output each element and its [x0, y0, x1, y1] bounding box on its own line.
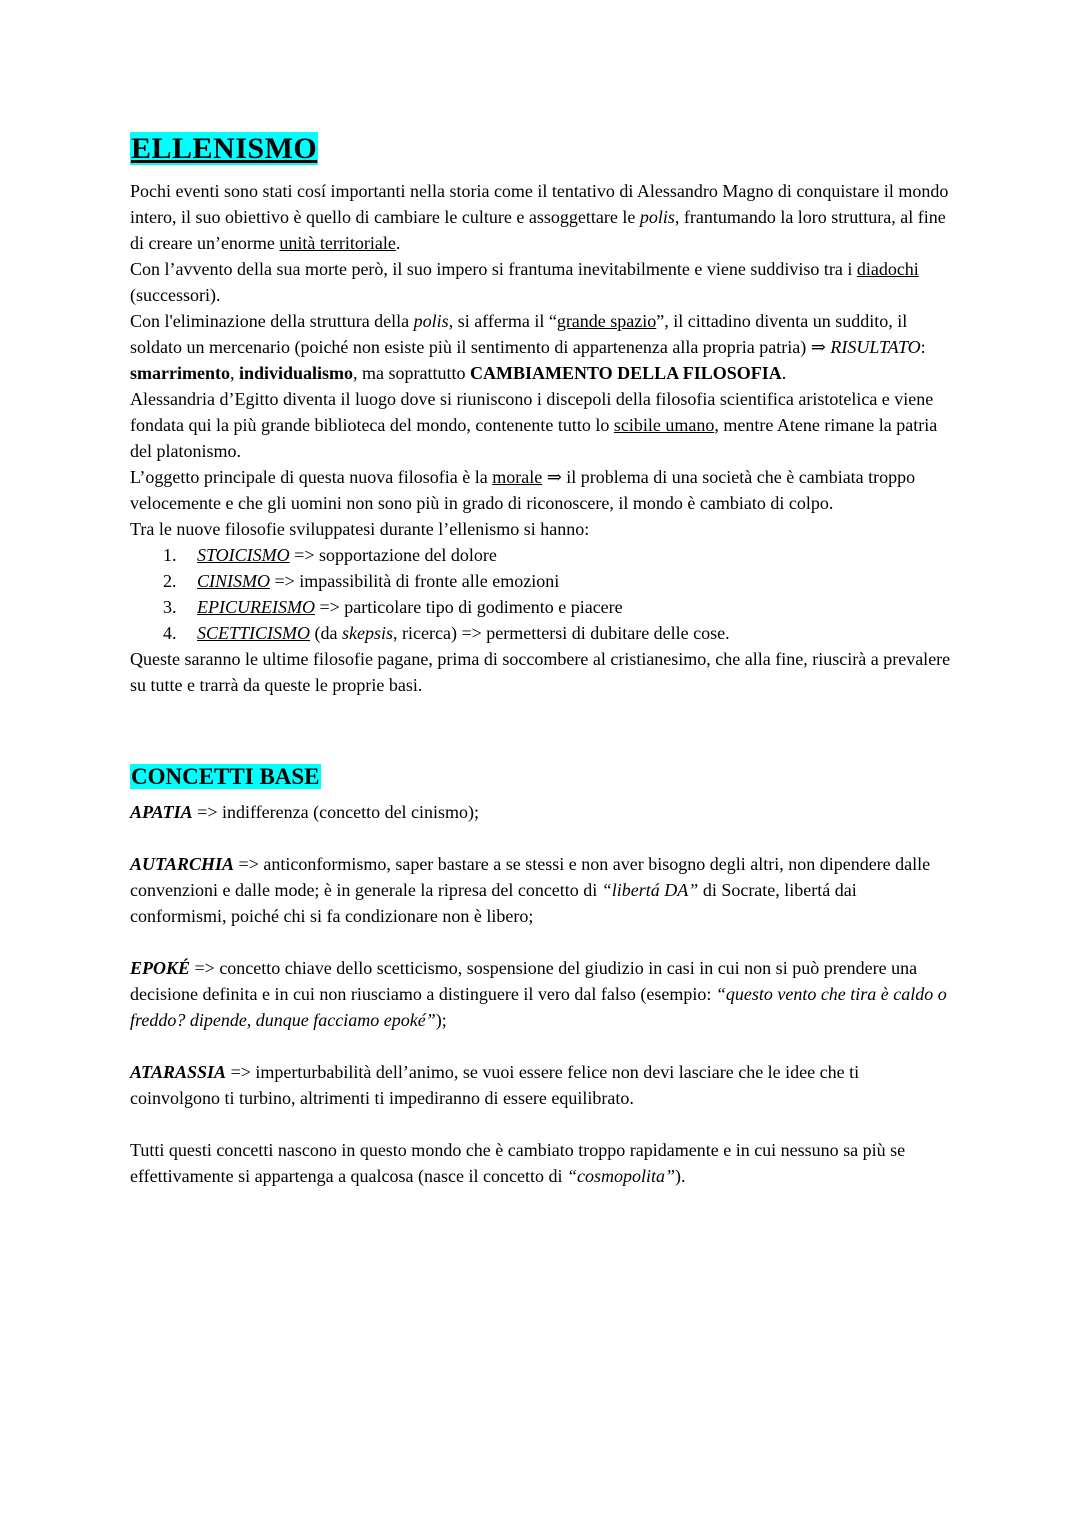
paragraph	[130, 464, 952, 516]
paragraph	[130, 178, 952, 256]
text-run: grande spazio	[556, 311, 657, 331]
text-run: , ricerca) => permettersi di dubitare delle cose.	[393, 623, 730, 643]
text-run: , ma soprattutto	[353, 363, 470, 383]
text-run: => particolare tipo di godimento e piacere	[314, 597, 623, 617]
list-marker: 4.	[163, 623, 177, 643]
list-marker: 1.	[163, 545, 177, 565]
list-item	[163, 568, 952, 594]
text-run: polis	[413, 311, 449, 331]
text-run: unità territoriale	[279, 233, 396, 253]
text-run: => impassibilità di fronte alle emozioni	[270, 571, 560, 591]
spacer	[130, 1111, 952, 1137]
paragraph	[130, 516, 952, 542]
text-run: Tutti questi concetti nascono in questo mondo che è cambiato troppo rapidamente e in cui nessuno sa più se effettivamente si appartenga a qualcosa (nasce il concetto di	[130, 1140, 906, 1186]
document-body	[130, 130, 952, 1189]
text-run: SCETTICISMO	[197, 623, 311, 643]
text-run: ).	[675, 1166, 686, 1186]
text-run: (da	[310, 623, 342, 643]
paragraph	[130, 799, 952, 825]
text-run: (successori).	[130, 285, 221, 305]
text-run: );	[435, 1010, 447, 1030]
list-item	[163, 594, 952, 620]
spacer	[130, 1033, 952, 1059]
list-text	[197, 620, 952, 646]
text-run: smarrimento	[130, 363, 230, 383]
list-marker: 2.	[163, 571, 177, 591]
paragraph	[130, 386, 952, 464]
list-marker: 3.	[163, 597, 177, 617]
text-run: L’oggetto principale di questa nuova filosofia è la	[130, 467, 493, 487]
spacer	[130, 698, 952, 762]
text-run: ,	[229, 363, 239, 383]
text-run: :	[920, 337, 926, 357]
text-run: di Socrate, libertá dai conformismi, poiché chi si fa condizionare non è libero;	[130, 880, 857, 926]
text-run: => sopportazione del dolore	[289, 545, 497, 565]
document-title-row	[130, 130, 952, 168]
text-run: => imperturbabilità dell’animo, se vuoi essere felice non devi lasciare che le idee che ti coinvolgono ti turbino, altrimenti ti impediranno di essere equilibrato.	[130, 1062, 860, 1108]
section-heading: CONCETTI BASE	[131, 764, 320, 789]
paragraph	[130, 646, 952, 698]
text-run: => anticonformismo, saper bastare a se stessi e non aver bisogno degli altri, non dipendere dalle convenzioni e dalle mode; è in generale la ripresa del concetto di	[130, 854, 931, 900]
text-run: .	[781, 363, 787, 383]
text-run: “libertá DA”	[601, 880, 699, 900]
text-run: Alessandria d’Egitto diventa il luogo dove si riuniscono i discepoli della filosofia scientifica aristotelica e viene fondata qui la più grande biblioteca del mondo, contenente tutto lo	[130, 389, 934, 435]
text-run: ⇒ il problema di una società che è cambiata troppo velocemente e che gli uomini non sono più in grado di riconoscere, il mondo è cambiato di colpo.	[130, 467, 916, 513]
text-run: => indifferenza (concetto del cinismo);	[192, 802, 480, 822]
text-run: Tra le nuove filosofie sviluppatesi durante l’ellenismo si hanno:	[130, 519, 590, 539]
paragraph	[130, 955, 952, 1033]
text-run: “questo vento che tira è caldo o freddo? dipende, dunque facciamo epoké”	[130, 984, 947, 1030]
list-text	[197, 568, 952, 594]
section-heading-row	[130, 762, 952, 792]
text-run: APATIA	[130, 802, 193, 822]
text-run: STOICISMO	[197, 545, 290, 565]
paragraph	[130, 1137, 952, 1189]
text-run: AUTARCHIA	[130, 854, 235, 874]
list-text	[197, 542, 952, 568]
text-run: => concetto chiave dello scetticismo, sospensione del giudizio in casi in cui non si può prendere una decisione definita e in cui non riusciamo a distinguere il vero dal falso (esempio:	[130, 958, 918, 1004]
paragraph	[130, 1059, 952, 1111]
text-run: morale	[492, 467, 543, 487]
paragraph	[130, 308, 952, 386]
text-run: Con l’avvento della sua morte però, il suo impero si frantuma inevitabilmente e viene suddiviso tra i	[130, 259, 857, 279]
text-run: , si afferma il “	[448, 311, 557, 331]
text-run: Queste saranno le ultime filosofie pagane, prima di soccombere al cristianesimo, che alla fine, riuscirà a prevalere su tutte e trarrà da queste le proprie basi.	[130, 649, 951, 695]
text-run: RISULTATO	[830, 337, 921, 357]
text-run: , frantumando la loro struttura, al fine di creare un’enorme	[130, 207, 946, 253]
text-run: EPICUREISMO	[197, 597, 315, 617]
text-run: individualismo	[238, 363, 354, 383]
text-run: CINISMO	[197, 571, 270, 591]
spacer	[130, 929, 952, 955]
numbered-list	[130, 542, 952, 646]
text-run: EPOKÉ	[130, 958, 191, 978]
paragraph	[130, 256, 952, 308]
text-run: .	[395, 233, 401, 253]
list-item	[163, 620, 952, 646]
text-run: Pochi eventi sono stati cosí importanti nella storia come il tentativo di Alessandro Magno di conquistare il mondo intero, il suo obiettivo è quello di cambiare le culture e assoggettare le	[130, 181, 949, 227]
text-run: skepsis	[342, 623, 393, 643]
text-run: scibile umano	[613, 415, 715, 435]
text-run: Con l'eliminazione della struttura della	[130, 311, 414, 331]
text-run: diadochi	[856, 259, 919, 279]
paragraph	[130, 851, 952, 929]
text-run: CAMBIAMENTO DELLA FILOSOFIA	[470, 363, 782, 383]
text-run: , mentre Atene rimane la patria del platonismo.	[130, 415, 938, 461]
text-run: “cosmopolita”	[566, 1166, 676, 1186]
list-item	[163, 542, 952, 568]
text-run: polis	[639, 207, 675, 227]
text-run: ATARASSIA	[130, 1062, 227, 1082]
text-run: ”, il cittadino diventa un suddito, il soldato un mercenario (poiché non esiste più il sentimento di appartenenza alla propria patria) ⇒	[130, 311, 908, 357]
document-title: ELLENISMO	[131, 132, 318, 165]
list-text	[197, 594, 952, 620]
spacer	[130, 825, 952, 851]
